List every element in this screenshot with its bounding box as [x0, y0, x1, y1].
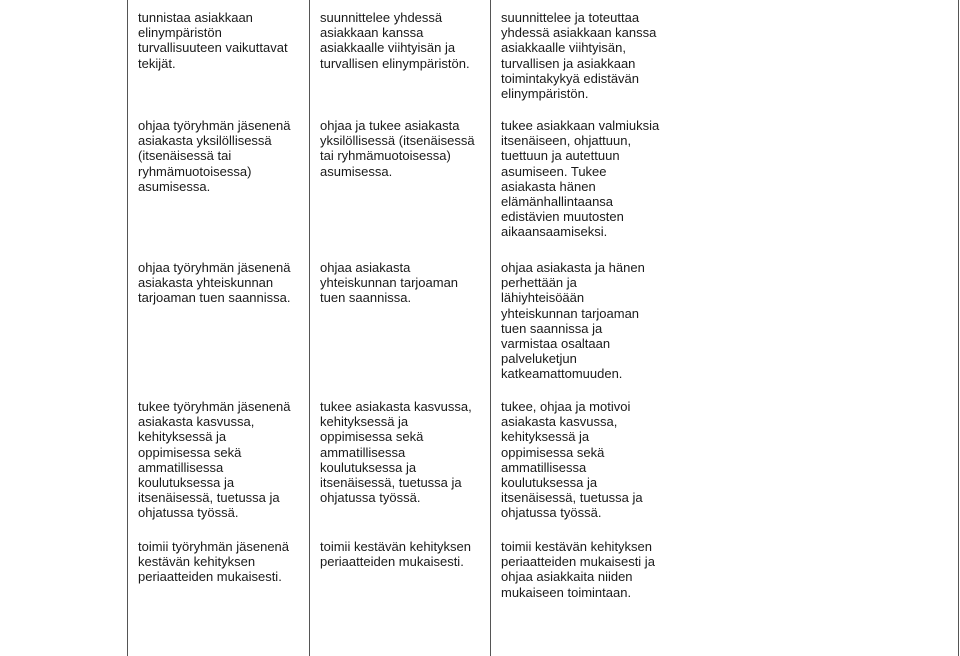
cell-r5-c2: toimii kestävän kehityksen periaatteiden mukaisesti. — [320, 539, 472, 570]
cell-r1-c3: suunnittelee ja toteuttaa yhdessä asiakkaan kanssa asiakkaalle viihtyisän, turvallisen ja asiakkaan toimintakykyä edistävän elinympäristön. — [501, 10, 657, 102]
cell-r2-c1: ohjaa työryhmän jäsenenä asiakasta yksilöllisessä (itsenäisessä tai ryhmämuotoisessa) asumisessa. — [138, 118, 291, 194]
cell-r3-c3: ohjaa asiakasta ja hänen perhettään ja lähiyhteisöään yhteiskunnan tarjoaman tuen saannissa ja varmistaa osaltaan palveluketjun katkeamattomuuden. — [501, 260, 645, 382]
cell-r5-c3: toimii kestävän kehityksen periaatteiden mukaisesti ja ohjaa asiakkaita niiden mukaiseen toimintaan. — [501, 539, 655, 600]
table-divider-2 — [490, 0, 491, 656]
cell-r3-c2: ohjaa asiakasta yhteiskunnan tarjoaman tuen saannissa. — [320, 260, 459, 306]
cell-r1-c2: suunnittelee yhdessä asiakkaan kanssa asiakkaalle viihtyisän ja turvallisen elinympäristön. — [320, 10, 470, 71]
cell-r1-c1: tunnistaa asiakkaan elinympäristön turvallisuuteen vaikuttavat tekijät. — [138, 10, 288, 71]
cell-r4-c2: tukee asiakasta kasvussa, kehityksessä ja oppimisessa sekä ammatillisessa koulutuksessa ja itsenäisessä, tuetussa ja ohjatussa työssä. — [320, 399, 472, 506]
table-divider-1 — [309, 0, 310, 656]
table-border-left — [127, 0, 128, 656]
cell-r2-c3: tukee asiakkaan valmiuksia itsenäiseen, ohjattuun, tuettuun ja autettuun asumiseen. Tukee asiakasta hänen elämänhallintaansa edistävien muutosten aikaansaamiseksi. — [501, 118, 660, 240]
table-border-right — [958, 0, 959, 656]
cell-r2-c2: ohjaa ja tukee asiakasta yksilöllisessä (itsenäisessä tai ryhmämuotoisessa) asumisessa. — [320, 118, 475, 179]
cell-r5-c1: toimii työryhmän jäsenenä kestävän kehityksen periaatteiden mukaisesti. — [138, 539, 290, 585]
cell-r4-c3: tukee, ohjaa ja motivoi asiakasta kasvussa, kehityksessä ja oppimisessa sekä ammatillisessa koulutuksessa ja itsenäisessä, tuetussa ja ohjatussa työssä. — [501, 399, 643, 521]
cell-r3-c1: ohjaa työryhmän jäsenenä asiakasta yhteiskunnan tarjoaman tuen saannissa. — [138, 260, 291, 306]
cell-r4-c1: tukee työryhmän jäsenenä asiakasta kasvussa, kehityksessä ja oppimisessa sekä ammatillisessa koulutuksessa ja itsenäisessä, tuetussa ja ohjatussa työssä. — [138, 399, 291, 521]
